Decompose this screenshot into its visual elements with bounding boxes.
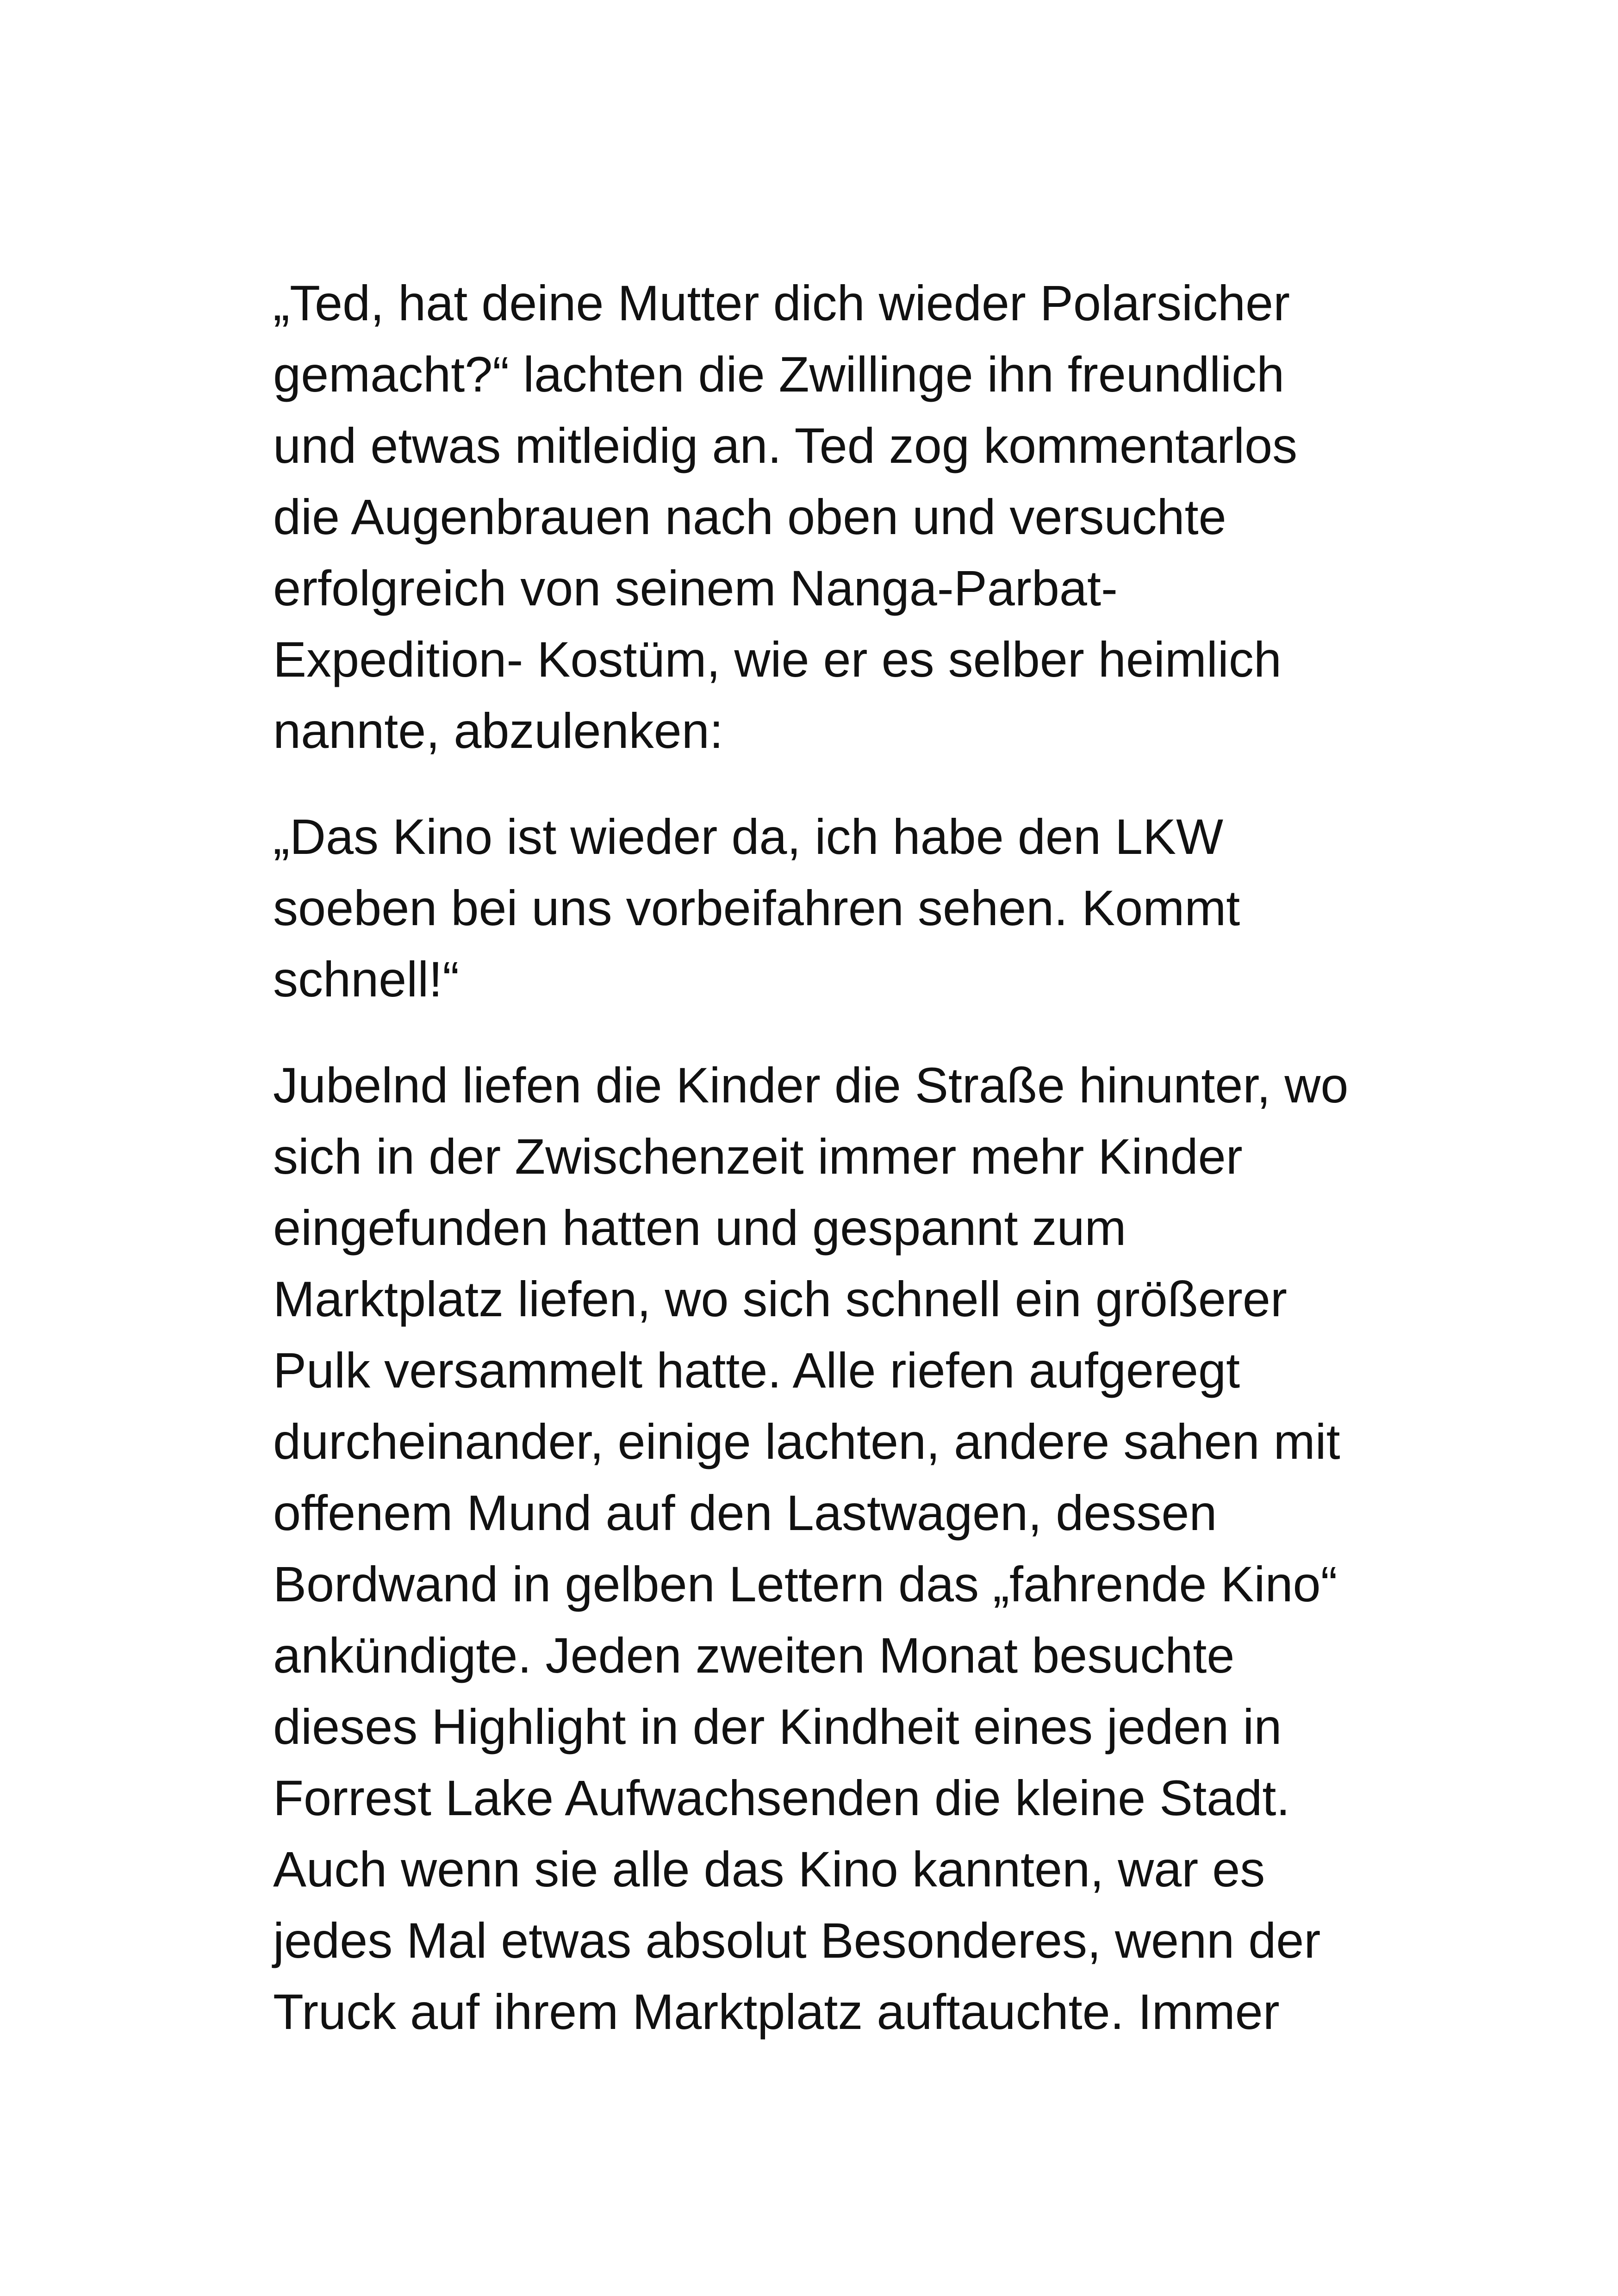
text-line: sich in der Zwischenzeit immer mehr Kinder xyxy=(273,1128,1243,1184)
text-line: die Augenbrauen nach oben und versuchte xyxy=(273,489,1226,545)
text-line: Expedition- Kostüm, wie er es selber heimlich xyxy=(273,631,1282,687)
text-line: und etwas mitleidig an. Ted zog kommentarlos xyxy=(273,417,1298,473)
text-line: schnell!“ xyxy=(273,951,460,1007)
body-text xyxy=(273,268,1375,2082)
text-line: „Das Kino ist wieder da, ich habe den LKW xyxy=(273,809,1224,865)
text-line: Bordwand in gelben Lettern das „fahrende Kino“ xyxy=(273,1556,1338,1612)
text-line: gemacht?“ lachten die Zwillinge ihn freundlich xyxy=(273,346,1285,402)
text-line: Marktplatz liefen, wo sich schnell ein größerer xyxy=(273,1271,1287,1327)
text-line: eingefunden hatten und gespannt zum xyxy=(273,1200,1126,1256)
text-line: jedes Mal etwas absolut Besonderes, wenn der xyxy=(273,1912,1321,1968)
text-line: nannte, abzulenken: xyxy=(273,703,723,759)
paragraph-1 xyxy=(273,268,1375,766)
text-line: offenem Mund auf den Lastwagen, dessen xyxy=(273,1485,1217,1541)
text-line: Auch wenn sie alle das Kino kannten, war es xyxy=(273,1841,1265,1897)
paragraph-3 xyxy=(273,1050,1375,2047)
text-line: Pulk versammelt hatte. Alle riefen aufgeregt xyxy=(273,1342,1240,1398)
text-line: soeben bei uns vorbeifahren sehen. Kommt xyxy=(273,880,1240,936)
text-line: durcheinander, einige lachten, andere sahen mit xyxy=(273,1413,1340,1469)
text-line: ankündigte. Jeden zweiten Monat besuchte xyxy=(273,1627,1235,1683)
text-line: Forrest Lake Aufwachsenden die kleine Stadt. xyxy=(273,1770,1290,1826)
text-line: Truck auf ihrem Marktplatz auftauchte. Immer xyxy=(273,1984,1280,2040)
text-line: „Ted, hat deine Mutter dich wieder Polarsicher xyxy=(273,275,1290,331)
text-line: erfolgreich von seinem Nanga-Parbat- xyxy=(273,560,1118,616)
paragraph-2 xyxy=(273,801,1375,1015)
text-line: Jubelnd liefen die Kinder die Straße hinunter, wo xyxy=(273,1057,1349,1113)
text-line: dieses Highlight in der Kindheit eines jeden in xyxy=(273,1699,1282,1755)
